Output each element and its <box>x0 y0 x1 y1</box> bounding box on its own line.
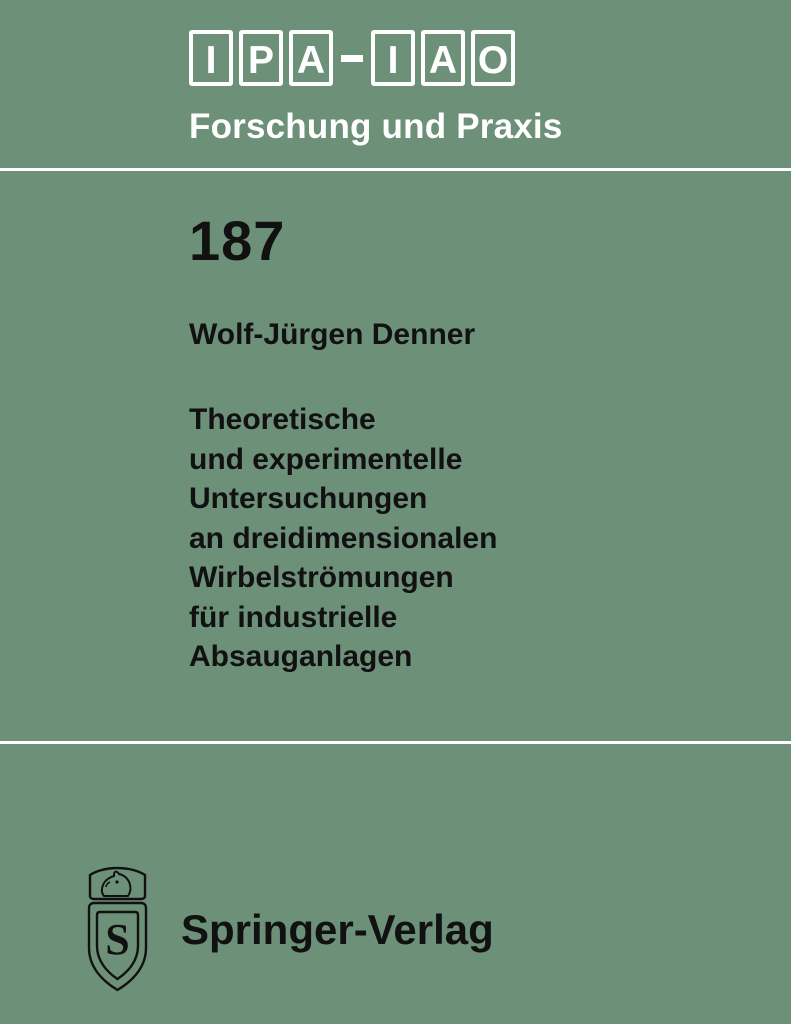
logo-letter-a2: A <box>421 30 465 86</box>
author-name: Wolf-Jürgen Denner <box>189 318 476 351</box>
title-line-2: und experimentelle <box>189 442 463 476</box>
title-line-1: Theoretische <box>189 403 376 436</box>
logo-letter-i2: I <box>371 30 415 86</box>
cover-header <box>0 0 791 168</box>
logo-letter-p: P <box>239 30 283 86</box>
publisher-block <box>70 862 494 997</box>
title-line-4: an dreidimensionalen <box>189 521 498 555</box>
svg-text:S: S <box>105 915 130 964</box>
logo-dash-icon <box>339 30 365 86</box>
series-subtitle: Forschung und Praxis <box>189 107 563 146</box>
series-logo <box>189 30 515 86</box>
divider-bottom <box>0 741 791 744</box>
logo-letter-i1: I <box>189 30 233 86</box>
title-line-6: für industrielle <box>189 600 398 634</box>
title-line-7: Absauganlagen <box>189 640 413 673</box>
publisher-name: Springer-Verlag <box>181 905 494 953</box>
volume-number: 187 <box>189 209 286 272</box>
title-line-5: Wirbelströmungen <box>189 561 454 594</box>
title-line-3: Untersuchungen <box>189 482 428 515</box>
springer-knight-logo-icon <box>70 862 165 997</box>
logo-letter-a1: A <box>289 30 333 86</box>
book-title <box>189 400 749 677</box>
divider-top <box>0 168 791 171</box>
logo-letter-o: O <box>471 30 515 86</box>
